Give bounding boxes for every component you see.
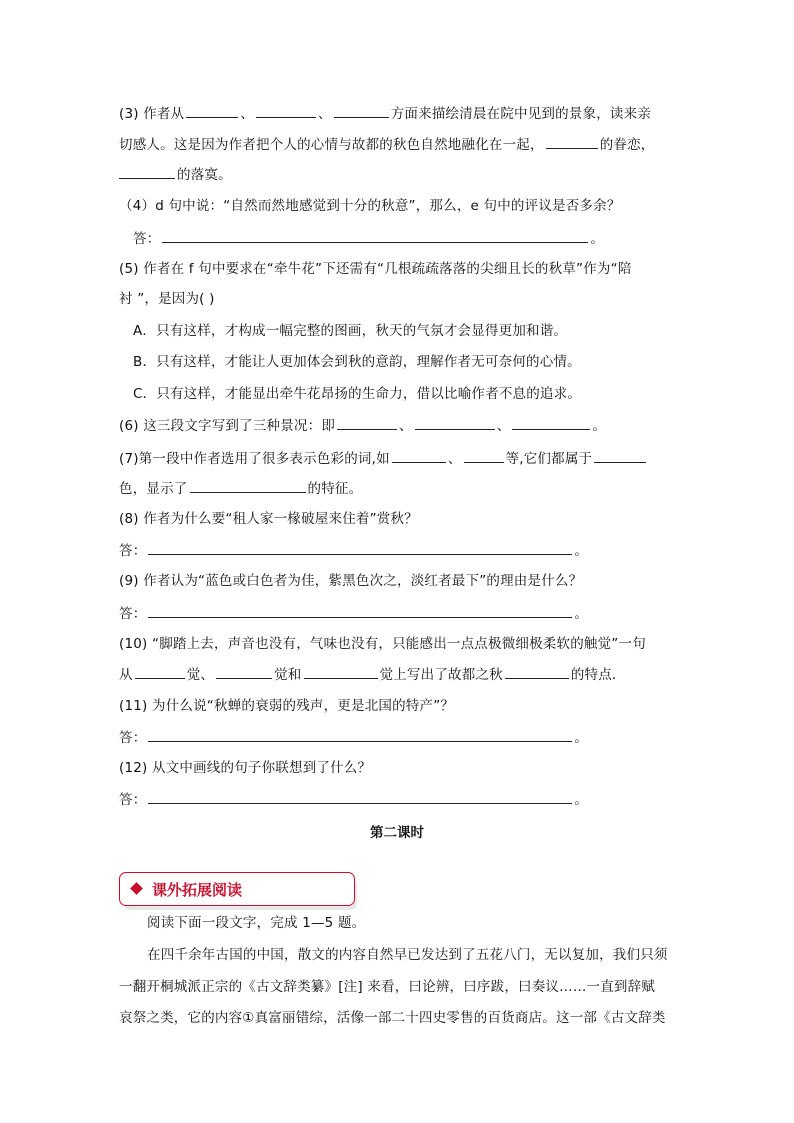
answer-blank[interactable] [186, 104, 238, 118]
answer-blank[interactable] [304, 665, 378, 679]
answer-blank[interactable] [148, 541, 572, 555]
answer-blank[interactable] [119, 165, 175, 179]
answer-blank[interactable] [415, 416, 495, 430]
question-5-line-2: 衬 ”，是因为( ) [119, 291, 215, 307]
question-3-line-1: (3) 作者从 、 、 方面来描绘清晨在院中见到的景象，读来亲 [119, 106, 652, 122]
question-3-line-2: 切感人。这是因为作者把个人的心情与故都的秋色自然地融化在一起， 的眷恋， [119, 137, 655, 153]
question-5-option-b[interactable]: B．只有这样，才能让人更加体会到秋的意韵，理解作者无可奈何的心情。 [133, 354, 581, 370]
reading-line-2: 一翻开桐城派正宗的《古文辞类纂》[注] 来看，曰论辨，曰序跋，曰奏议……一直到辞赋 [119, 979, 656, 995]
answer-blank[interactable] [148, 604, 572, 618]
question-5-option-a[interactable]: A．只有这样，才构成一幅完整的图画，秋天的气氛才会显得更加和谐。 [133, 323, 568, 339]
answer-blank[interactable] [135, 665, 185, 679]
section-title: 课外拓展阅读 [152, 881, 243, 899]
answer-blank[interactable] [190, 479, 306, 493]
reading-line-1: 在四千余年古国的中国，散文的内容自然早已发达到了五花八门，无以复加，我们只须 [147, 947, 668, 963]
answer-blank[interactable] [505, 665, 569, 679]
question-10-line-2: 从 觉、 觉和 觉上写出了故都之秋 的特点. [119, 667, 617, 683]
question-11-answer: 答： 。 [119, 730, 589, 746]
question-10-line-1: (10) “脚踏上去，声音也没有，气味也没有，只能感出一点点极微细极柔软的触觉”一句 [119, 636, 646, 652]
question-8-answer: 答： 。 [119, 543, 589, 559]
diamond-icon [130, 882, 143, 895]
answer-blank[interactable] [216, 665, 272, 679]
question-9-text: (9) 作者认为“蓝色或白色者为佳，紫黑色次之，淡红者最下”的理由是什么？ [119, 573, 583, 589]
answer-blank[interactable] [256, 104, 316, 118]
question-5-line-1: (5) 作者在 f 句中要求在“牵牛花”下还需有“几根疏疏落落的尖细且长的秋草”作为“陪 [119, 261, 632, 277]
lesson-heading: 第二课时 [370, 825, 424, 841]
answer-blank[interactable] [546, 135, 598, 149]
answer-blank[interactable] [148, 790, 572, 804]
answer-blank[interactable] [464, 449, 504, 463]
answer-blank[interactable] [337, 416, 397, 430]
question-7-line-2: 色，显示了 的特征。 [119, 481, 363, 497]
section-banner [119, 872, 355, 906]
reading-line-3: 哀祭之类，它的内容①真富丽错综，活像一部二十四史零售的百货商店。这一部《古文辞类 [119, 1010, 666, 1026]
question-9-answer: 答： 。 [119, 606, 589, 622]
question-4-answer: 答： 。 [133, 231, 605, 247]
answer-blank[interactable] [392, 449, 446, 463]
question-8-text: (8) 作者为什么要“租人家一椽破屋来住着”赏秋？ [119, 511, 418, 527]
question-11-text: (11) 为什么说“秋蝉的衰弱的残声，更是北国的特产”？ [119, 698, 455, 714]
question-7-line-1: (7)第一段中作者选用了很多表示色彩的词,如 、 等,它们都属于 [119, 449, 648, 468]
question-4-text: （4）d 句中说：“自然而然地感觉到十分的秋意”，那么，e 句中的评议是否多余？ [119, 198, 621, 214]
reading-instruction: 阅读下面一段文字，完成 1—5 题。 [147, 915, 366, 931]
question-12-answer: 答： 。 [119, 792, 589, 808]
answer-blank[interactable] [334, 104, 389, 118]
question-6: (6) 这三段文字写到了三种景况：即 、 、 。 [119, 418, 607, 434]
answer-blank[interactable] [162, 229, 588, 243]
question-3-line-3: 的落寞。 [119, 165, 232, 184]
answer-blank[interactable] [148, 728, 572, 742]
answer-blank[interactable] [594, 449, 646, 463]
question-12-text: (12) 从文中画线的句子你联想到了什么？ [119, 760, 372, 776]
question-5-option-c[interactable]: C．只有这样，才能显出牵牛花昂扬的生命力，借以比喻作者不息的追求。 [133, 386, 582, 402]
answer-blank[interactable] [512, 416, 590, 430]
